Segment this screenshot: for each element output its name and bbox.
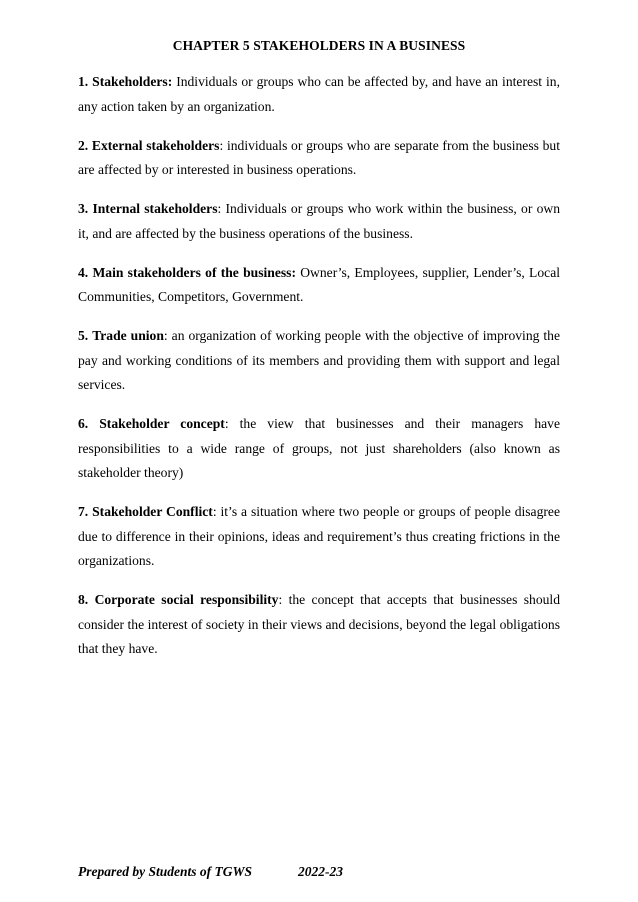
definition-text: : an organization of working people with the objective of improving the pay and working conditions of its members and providing them with support and legal services. <box>78 328 560 392</box>
definitions-list <box>78 70 560 676</box>
footer-year: 2022-23 <box>298 864 344 879</box>
definition-number: 8. <box>78 592 89 607</box>
definition-text: Owner’s, Employees, supplier, Lender’s, Local Communities, Competitors, Government. <box>78 264 561 304</box>
definition-term: External stakeholders <box>91 137 220 153</box>
definition-text: Individuals or groups who can be affected by, and have an interest in, any action taken by an organization. <box>78 74 560 114</box>
definition-term: Stakeholders: <box>92 74 173 89</box>
definition-item <box>78 412 560 486</box>
definition-term: Trade union <box>92 328 164 343</box>
page-footer <box>78 864 343 880</box>
definition-term: Stakeholder concept <box>99 416 225 431</box>
definition-item <box>78 134 560 183</box>
definition-term: Stakeholder Conflict <box>92 504 213 519</box>
definition-term: Corporate social responsibility <box>94 592 279 607</box>
definition-term: Internal stakeholders <box>92 201 218 216</box>
definition-number: 7. <box>78 504 89 519</box>
definition-text: : Individuals or groups who work within the business, or own it, and are affected by the business operations of the business. <box>78 201 560 241</box>
definition-item <box>78 588 560 662</box>
definition-item <box>78 261 560 310</box>
definition-number: 1. <box>78 74 89 89</box>
definition-text: : it’s a situation where two people or groups of people disagree due to difference in their opinions, ideas and requirement’s thus creating frictions in the organizations. <box>78 504 560 568</box>
definition-number: 3. <box>78 201 89 216</box>
definition-text: : the view that businesses and their managers have responsibilities to a wide range of groups, not just shareholders (also known as stakeholder theory) <box>78 416 560 480</box>
definition-text: : the concept that accepts that businesses should consider the interest of society in their views and decisions, beyond the legal obligations that they have. <box>78 592 560 656</box>
definition-number: 5. <box>78 328 89 343</box>
footer-prepared-by: Prepared by Students of TGWS <box>78 864 253 879</box>
definition-text: : individuals or groups who are separate from the business but are affected by or interested in business operations. <box>78 137 560 177</box>
definition-item <box>78 197 560 246</box>
definition-number: 6. <box>78 416 89 431</box>
definition-number: 4. <box>78 264 89 280</box>
definition-item <box>78 70 560 119</box>
definition-item <box>78 500 560 574</box>
definition-item <box>78 324 560 398</box>
page-title: CHAPTER 5 STAKEHOLDERS IN A BUSINESS <box>172 38 466 53</box>
definition-number: 2. <box>78 137 89 153</box>
definition-term: Main stakeholders of the business: <box>92 264 296 280</box>
